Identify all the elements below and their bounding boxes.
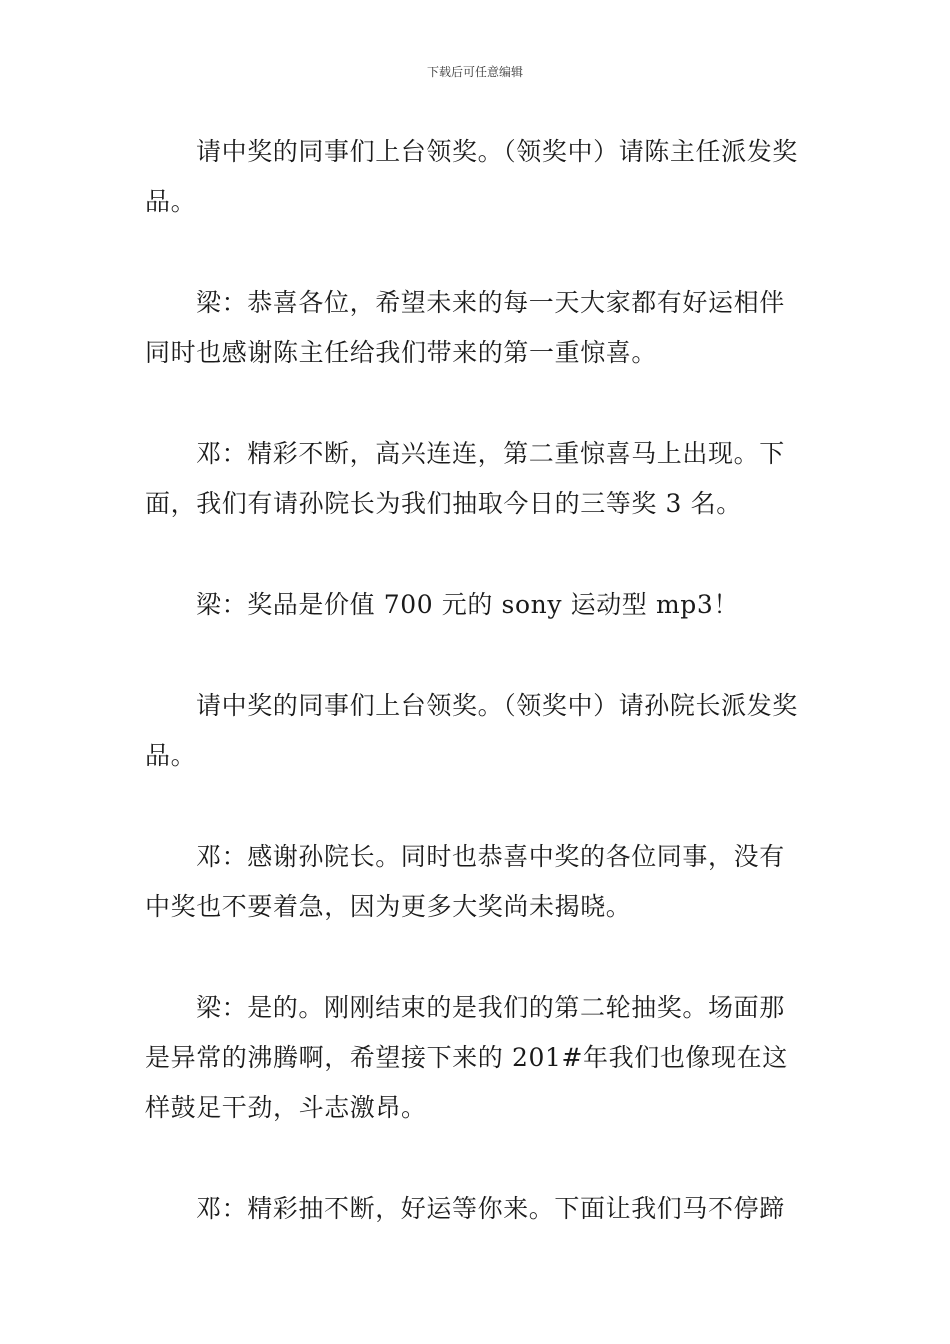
paragraph-3: 邓：精彩不断，高兴连连，第二重惊喜马上出现。下面，我们有请孙院长为我们抽取今日的三等奖 3 名。: [145, 439, 785, 518]
document-body: [145, 127, 810, 1234]
paragraph-5: 请中奖的同事们上台领奖。（领奖中）请孙院长派发奖品。: [145, 691, 798, 770]
paragraph-8: 邓：精彩抽不断，好运等你来。下面让我们马不停蹄: [196, 1194, 785, 1223]
paragraph-1: 请中奖的同事们上台领奖。（领奖中）请陈主任派发奖品。: [145, 137, 798, 216]
paragraph-6: 邓：感谢孙院长。同时也恭喜中奖的各位同事，没有中奖也不要着急，因为更多大奖尚未揭晓。: [145, 842, 785, 921]
paragraph-2: 梁：恭喜各位，希望未来的每一天大家都有好运相伴同时也感谢陈主任给我们带来的第一重惊喜。: [145, 288, 785, 367]
paragraph-7: 梁：是的。刚刚结束的是我们的第二轮抽奖。场面那是异常的沸腾啊，希望接下来的 201#年我们也像现在这样鼓足干劲，斗志激昂。: [145, 993, 788, 1122]
paragraph-4: 梁：奖品是价值 700 元的 sony 运动型 mp3！: [196, 590, 739, 619]
page-header: 下载后可任意编辑: [426, 65, 523, 79]
